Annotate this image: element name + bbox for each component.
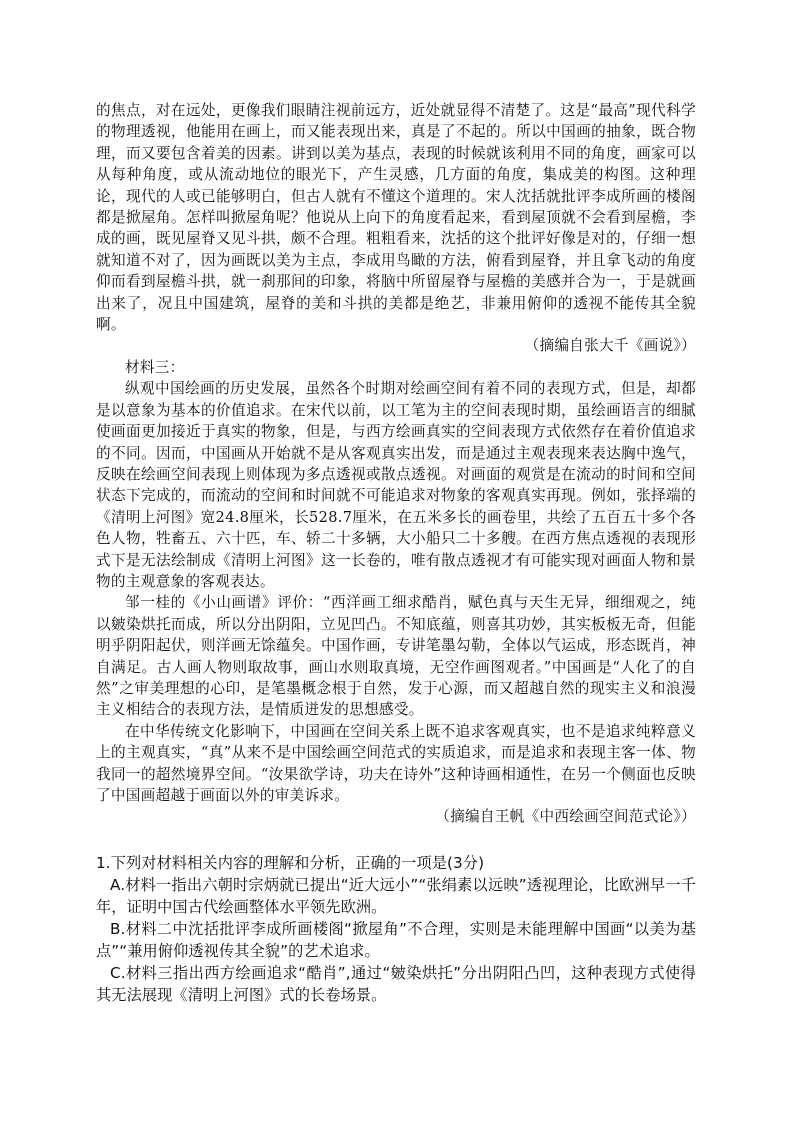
material-3-paragraph-3: 在中华传统文化影响下，中国画在空间关系上既不追求客观真实，也不是追求纯粹意义上的主观真实，“真”从来不是中国绘画空间范式的实质追求，而是追求和表现主客一体、物我同一的超然境界空间。“汝果欲学诗，功夫在诗外”这种诗画相通性，在另一个侧面也反映了中国画超越于画面以外的审美诉求。: [96, 722, 696, 804]
reading-passage: [96, 100, 696, 828]
question-stem: 1.下列对材料相关内容的理解和分析，正确的一项是(3分): [96, 854, 485, 872]
material-3-source: （摘编自王帆《中西绘画空间范式论》）: [435, 808, 696, 826]
option-c: C.材料三指出西方绘画追求“酷肖”,通过“皴染烘托”分出阴阳凸凹，这种表现方式使得其无法展现《清明上河图》式的长卷场景。: [96, 964, 696, 1004]
material-3-heading: 材料三：: [125, 358, 185, 376]
option-b: B.材料二中沈括批评李成所画楼阁“掀屋角”不合理，实则是未能理解中国画“以美为基点”“兼用俯仰透视传其全貌”的艺术追求。: [96, 920, 696, 960]
material-2-source: （摘编自张大千《画说》）: [524, 337, 696, 355]
material-2-paragraph: 的焦点，对在远处，更像我们眼睛注视前远方，近处就显得不清楚了。这是“最高”现代科学的物理透视，他能用在画上，而又能表现出来，真是了不起的。所以中国画的抽象，既合物理，而又要包含着美的因素。讲到以美为基点，表现的时候就该利用不同的角度，画家可以从每种角度，或从流动地位的眼光下，产生灵感，几方面的角度，集成美的构图。这种理论，现代的人或已能够明白，但古人就有不懂这个道理的。宋人沈括就批评李成所画的楼阁都是掀屋角。怎样叫掀屋角呢？他说从上向下的角度看起来，看到屋顶就不会看到屋檐，李成的画，既见屋脊又见斗拱，颇不合理。粗粗看来，沈括的这个批评好像是对的，仔细一想就知道不对了，因为画既以美为主点，李成用鸟瞰的方法，俯看到屋脊，并且拿飞动的角度仰而看到屋檐斗拱，就一刹那间的印象，将脑中所留屋脊与屋檐的美感并合为一，于是就画出来了，况且中国建筑，屋脊的美和斗拱的美都是绝艺，非兼用俯仰的透视不能传其全貌啊。: [96, 102, 696, 334]
option-a: A.材料一指出六朝时宗炳就已提出“近大远小”“张绢素以远映”透视理论，比欧洲早一千年，证明中国古代绘画整体水平领先欧洲。: [96, 876, 696, 916]
material-3-paragraph-2: 邹一桂的《小山画谱》评价：“西洋画工细求酷肖，赋色真与天生无异，细细观之，纯以皴染烘托而成，所以分出阴阳，立见凹凸。不知底蕴，则喜其功妙，其实板板无奇，但能明乎阴阳起伏，则洋画无馀蕴矣。中国作画，专讲笔墨勾勒，全体以气运成，形态既肖，神自满足。古人画人物则取故事，画山水则取真境，无空作画图观者。”中国画是“人化了的自然”之审美理想的心印，是笔墨概念根于自然，发于心源，而又超越自然的现实主义和浪漫主义相结合的表现方法，是情质迸发的思想感受。: [96, 594, 696, 719]
question-1: [96, 852, 696, 1006]
material-3-paragraph-1: 纵观中国绘画的历史发展，虽然各个时期对绘画空间有着不同的表现方式，但是，却都是以意象为基本的价值追求。在宋代以前，以工笔为主的空间表现时期，虽绘画语言的细腻使画面更加接近于真实的物象，但是，与西方绘画真实的空间表现方式依然存在着价值追求的不同。因而，中国画从开始就不是从客观真实出发，而是通过主观表现来表达胸中逸气，反映在绘画空间表现上则体现为多点透视或散点透视。对画面的观赏是在流动的时间和空间状态下完成的，而流动的空间和时间就不可能追求对物象的客观真实再现。例如，张择端的《清明上河图》宽24.8厘米，长528.7厘米，在五米多长的画卷里，共绘了五百五十多个各色人物，牲畜五、六十匹，车、轿二十多辆，大小船只二十多艘。在西方焦点透视的表现形式下是无法绘制成《清明上河图》这一长卷的，唯有散点透视才有可能实现对画面人物和景物的主观意象的客观表达。: [96, 380, 696, 590]
